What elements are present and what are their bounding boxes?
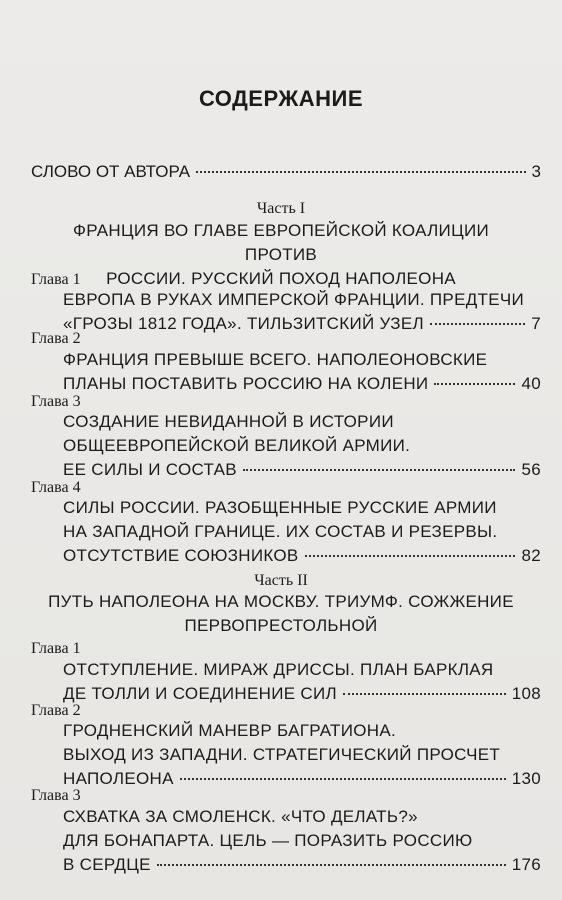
chapter-title-line: ГРОДНЕНСКИЙ МАНЕВР БАГРАТИОНА. <box>63 721 396 740</box>
part-title <box>40 219 522 291</box>
dot-leader <box>434 383 515 385</box>
part-title-line: ПЕРВОПРЕСТОЛЬНОЙ <box>184 616 378 635</box>
toc-entry-page: 130 <box>511 769 541 788</box>
chapter-title-line: СОЗДАНИЕ НЕВИДАННОЙ В ИСТОРИИ <box>63 412 394 431</box>
toc-entry-page: 40 <box>521 374 541 393</box>
chapter-title-line: ЕВРОПА В РУКАХ ИМПЕРСКОЙ ФРАНЦИИ. ПРЕДТЕЧИ <box>63 290 524 309</box>
chapter-label: Глава 1 <box>31 271 81 288</box>
dot-leader <box>157 864 506 866</box>
chapter-title-line: ВЫХОД ИЗ ЗАПАДНИ. СТРАТЕГИЧЕСКИЙ ПРОСЧЕТ <box>63 745 501 764</box>
chapter-label: Глава 2 <box>31 330 81 347</box>
part-title-line: ПУТЬ НАПОЛЕОНА НА МОСКВУ. ТРИУМФ. СОЖЖЕНИЕ <box>48 592 514 611</box>
chapter-title-line: НАПОЛЕОНА <box>63 769 174 788</box>
chapter-label: Глава 2 <box>31 702 81 719</box>
chapter-title-line: «ГРОЗЫ 1812 ГОДА». ТИЛЬЗИТСКИЙ УЗЕЛ <box>63 314 424 333</box>
toc-entry-page: 3 <box>531 162 541 181</box>
dot-leader <box>180 778 506 780</box>
part-number: Часть II <box>254 572 308 589</box>
part-title-line: ФРАНЦИЯ ВО ГЛАВЕ ЕВРОПЕЙСКОЙ КОАЛИЦИИ ПРОТИВ <box>73 221 489 264</box>
dot-leader <box>196 171 525 173</box>
chapter-label: Глава 3 <box>31 787 81 804</box>
dot-leader <box>305 555 516 557</box>
chapter-title-line: ДЕ ТОЛЛИ И СОЕДИНЕНИЕ СИЛ <box>63 684 337 703</box>
toc-entry-page: 176 <box>511 855 541 874</box>
chapter-title-line: ОТСТУПЛЕНИЕ. МИРАЖ ДРИССЫ. ПЛАН БАРКЛАЯ <box>63 660 494 679</box>
chapter-title-line: В СЕРДЦЕ <box>63 855 151 874</box>
toc-entry-page: 108 <box>511 684 541 703</box>
dot-leader <box>243 469 516 471</box>
toc-entry-chapter[interactable] <box>63 410 541 482</box>
toc-entry-chapter[interactable] <box>63 348 541 396</box>
chapter-title-line: ДЛЯ БОНАПАРТА. ЦЕЛЬ — ПОРАЗИТЬ РОССИЮ <box>63 831 473 850</box>
page-title: СОДЕРЖАНИЕ <box>198 86 364 111</box>
toc-entry-preface[interactable] <box>31 162 541 182</box>
chapter-title-line: ФРАНЦИЯ ПРЕВЫШЕ ВСЕГО. НАПОЛЕОНОВСКИЕ <box>63 350 488 369</box>
dot-leader <box>343 693 506 695</box>
chapter-title-line: ОТСУТСТВИЕ СОЮЗНИКОВ <box>63 546 299 565</box>
toc-entry-page: 82 <box>521 546 541 565</box>
chapter-title-line: СИЛЫ РОССИИ. РАЗОБЩЕННЫЕ РУССКИЕ АРМИИ <box>63 498 497 517</box>
part-number: Часть I <box>256 200 306 217</box>
chapter-label: Глава 1 <box>31 640 81 657</box>
toc-entry-chapter[interactable] <box>63 719 541 791</box>
chapter-title-line: НА ЗАПАДНОЙ ГРАНИЦЕ. ИХ СОСТАВ И РЕЗЕРВЫ. <box>63 522 498 541</box>
toc-entry-page: 7 <box>531 314 541 333</box>
part-title-line: РОССИИ. РУССКИЙ ПОХОД НАПОЛЕОНА <box>106 269 456 288</box>
part-title <box>40 590 522 638</box>
toc-entry-label: СЛОВО ОТ АВТОРА <box>31 162 191 181</box>
chapter-label: Глава 4 <box>31 479 81 496</box>
toc-entry-chapter[interactable] <box>63 496 541 568</box>
chapter-title-line: ЕЕ СИЛЫ И СОСТАВ <box>63 460 237 479</box>
toc-entry-chapter[interactable] <box>63 658 541 706</box>
dot-leader <box>430 323 525 325</box>
chapter-label: Глава 3 <box>31 393 81 410</box>
chapter-title-line: СХВАТКА ЗА СМОЛЕНСК. «ЧТО ДЕЛАТЬ?» <box>63 807 418 826</box>
toc-entry-page: 56 <box>521 460 541 479</box>
toc-entry-chapter[interactable] <box>63 805 541 877</box>
chapter-title-line: ОБЩЕЕВРОПЕЙСКОЙ ВЕЛИКОЙ АРМИИ. <box>63 436 411 455</box>
chapter-title-line: ПЛАНЫ ПОСТАВИТЬ РОССИЮ НА КОЛЕНИ <box>63 374 429 393</box>
toc-entry-chapter[interactable] <box>63 288 541 336</box>
